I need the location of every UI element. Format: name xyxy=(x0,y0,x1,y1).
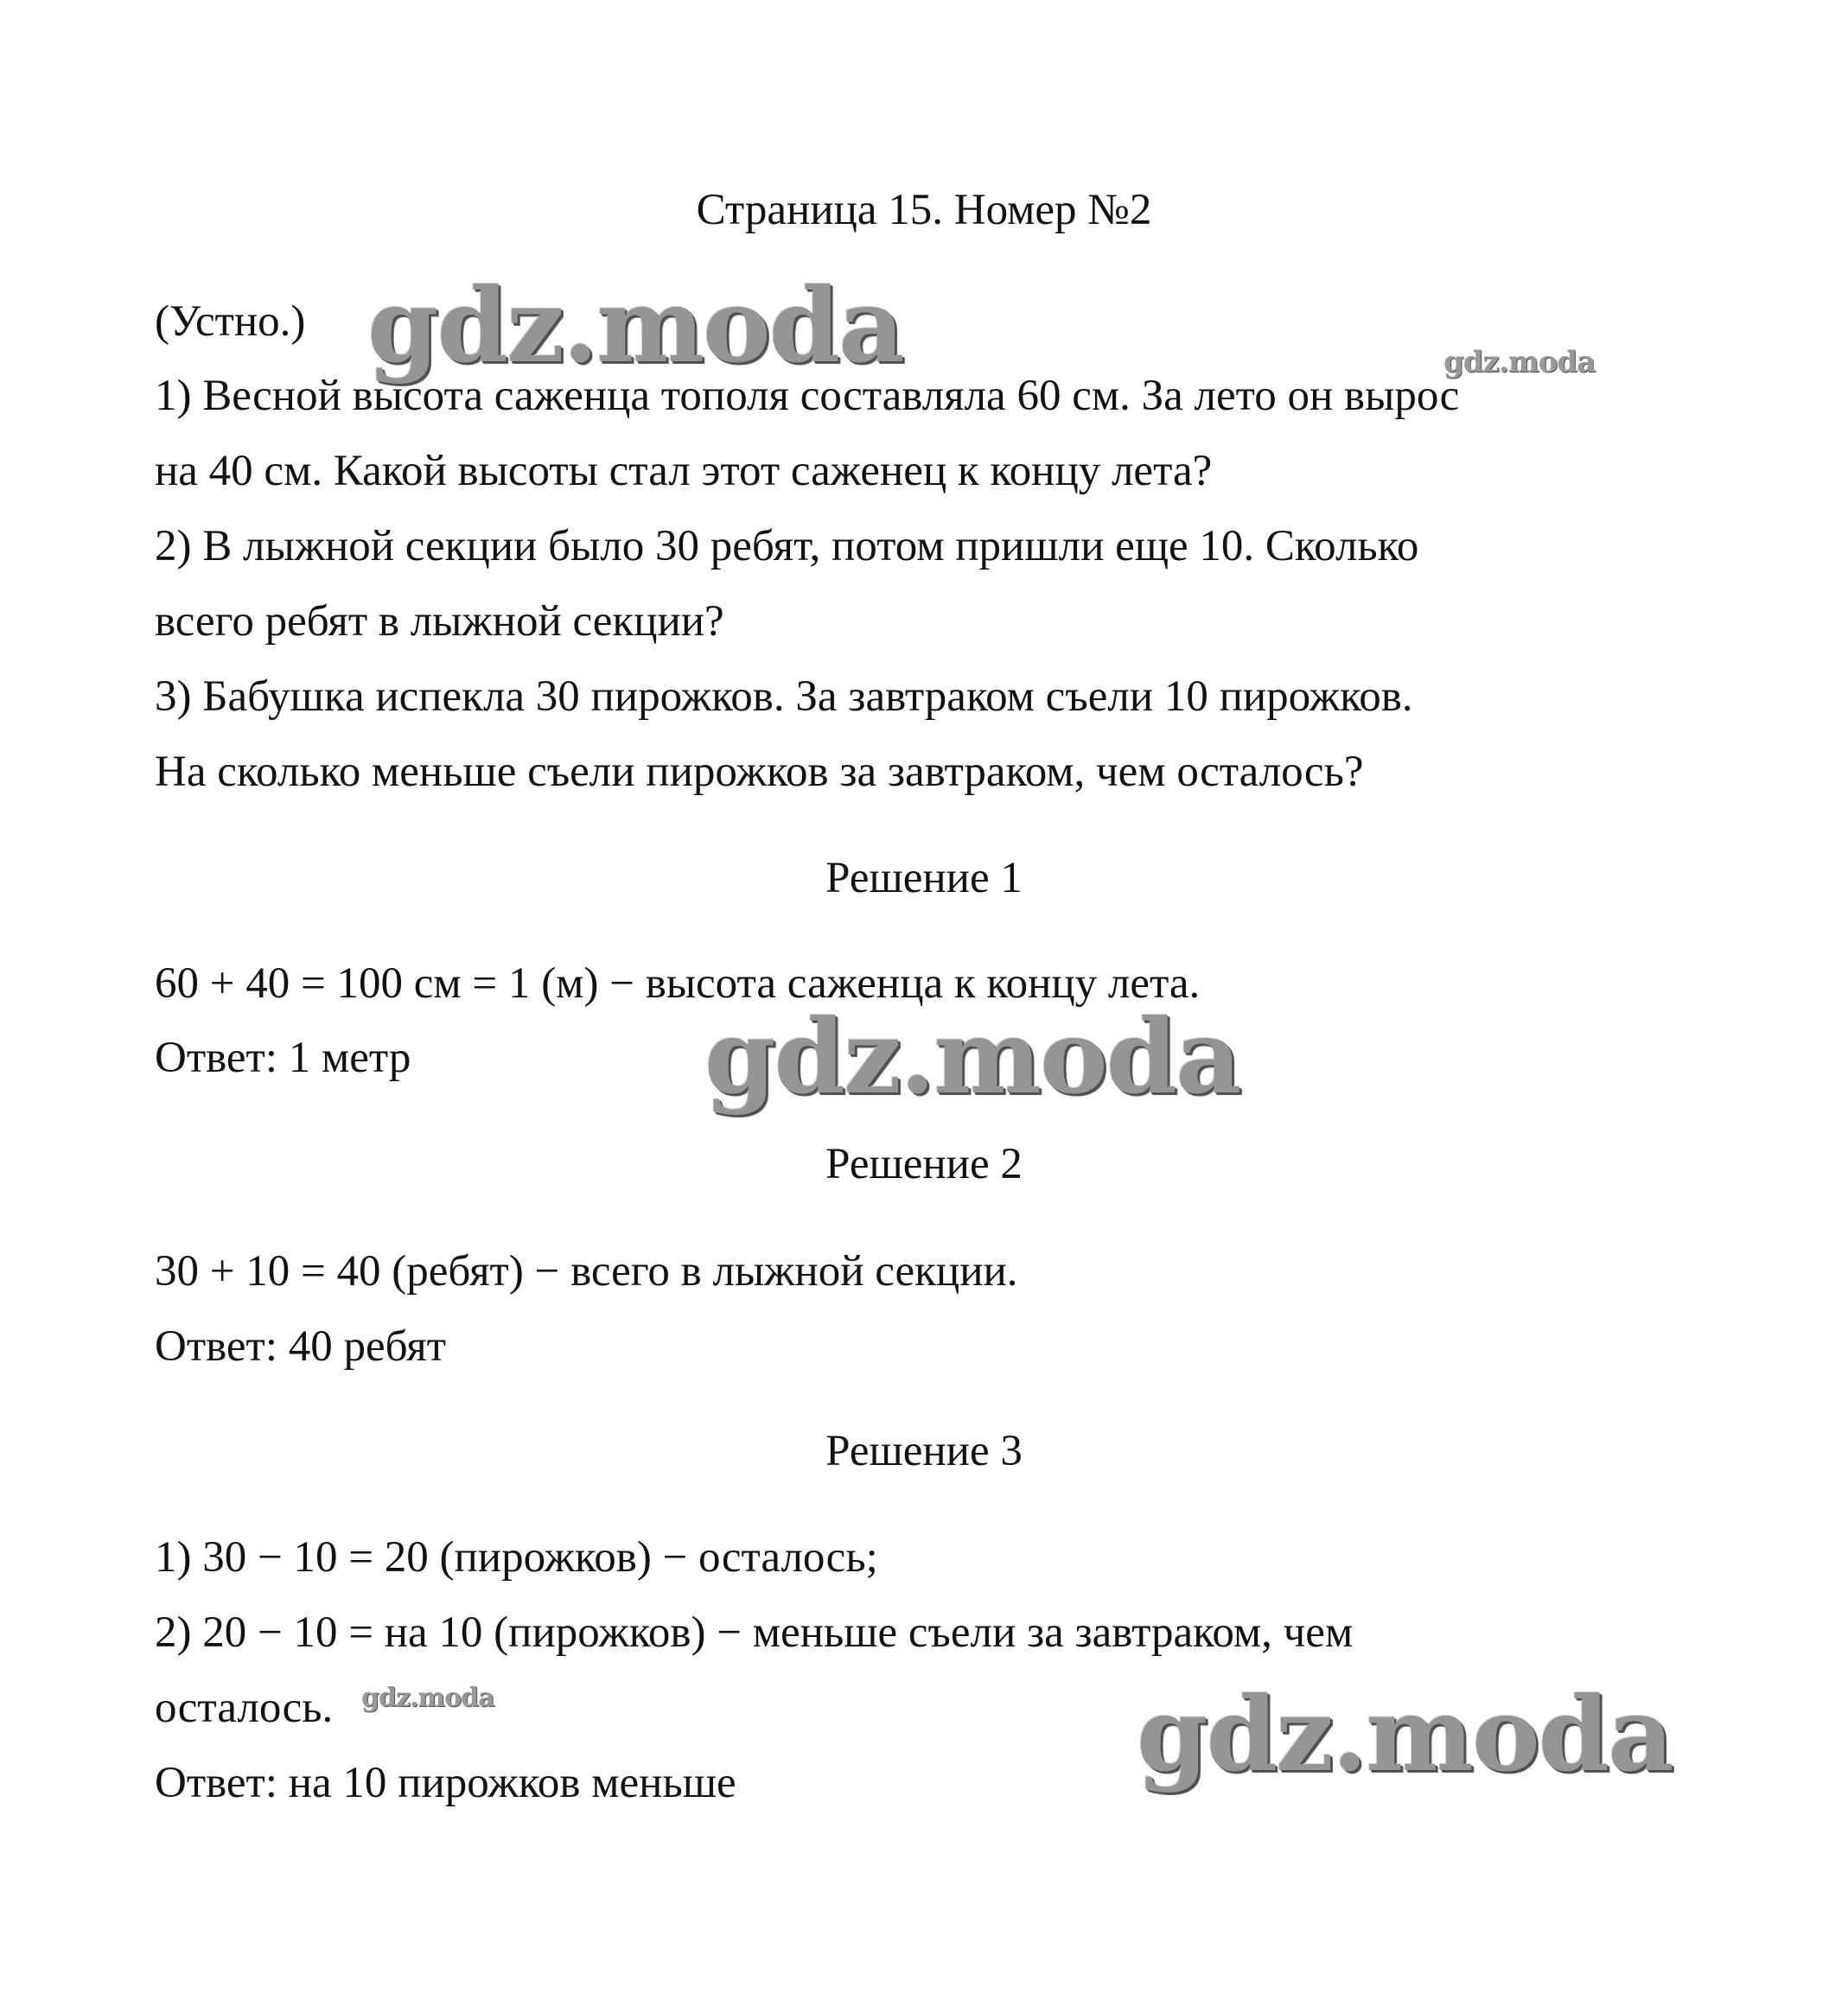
task-intro: (Устно.) xyxy=(155,297,306,346)
task-line: На сколько меньше съели пирожков за завтраком, чем осталось? xyxy=(155,748,1364,796)
watermark-logo: gdz.moda xyxy=(361,1683,494,1713)
solution-answer: Ответ: 1 метр xyxy=(155,1034,411,1082)
solution-heading: Решение 2 xyxy=(825,1140,1023,1188)
solution-line: 1) 30 − 10 = 20 (пирожков) − осталось; xyxy=(155,1533,878,1582)
task-line: на 40 см. Какой высоты стал этот саженец к концу лета? xyxy=(155,447,1213,495)
solution-line: 30 + 10 = 40 (ребят) − всего в лыжной секции. xyxy=(155,1247,1018,1296)
solution-line: осталось. xyxy=(155,1684,334,1732)
solution-answer: Ответ: на 10 пирожков меньше xyxy=(155,1759,736,1807)
solution-line: 60 + 40 = 100 см = 1 (м) − высота саженца к концу лета. xyxy=(155,959,1201,1008)
watermark-logo: gdz.moda xyxy=(1443,345,1596,379)
task-line: всего ребят в лыжной секции? xyxy=(155,597,724,646)
page-title: Страница 15. Номер №2 xyxy=(696,186,1152,234)
solution-heading: Решение 3 xyxy=(825,1427,1023,1475)
watermark-logo: gdz.moda xyxy=(704,997,1240,1117)
solution-heading: Решение 1 xyxy=(825,854,1023,902)
solution-answer: Ответ: 40 ребят xyxy=(155,1322,447,1371)
watermark-logo: gdz.moda xyxy=(1137,1674,1673,1794)
task-line: 1) Весной высота саженца тополя составляла 60 см. За лето он вырос xyxy=(155,372,1460,420)
task-line: 3) Бабушка испекла 30 пирожков. За завтраком съели 10 пирожков. xyxy=(155,672,1413,721)
watermark-logo: gdz.moda xyxy=(367,265,903,385)
solution-line: 2) 20 − 10 = на 10 (пирожков) − меньше съели за завтраком, чем xyxy=(155,1608,1354,1657)
task-line: 2) В лыжной секции было 30 ребят, потом пришли еще 10. Сколько xyxy=(155,522,1419,570)
